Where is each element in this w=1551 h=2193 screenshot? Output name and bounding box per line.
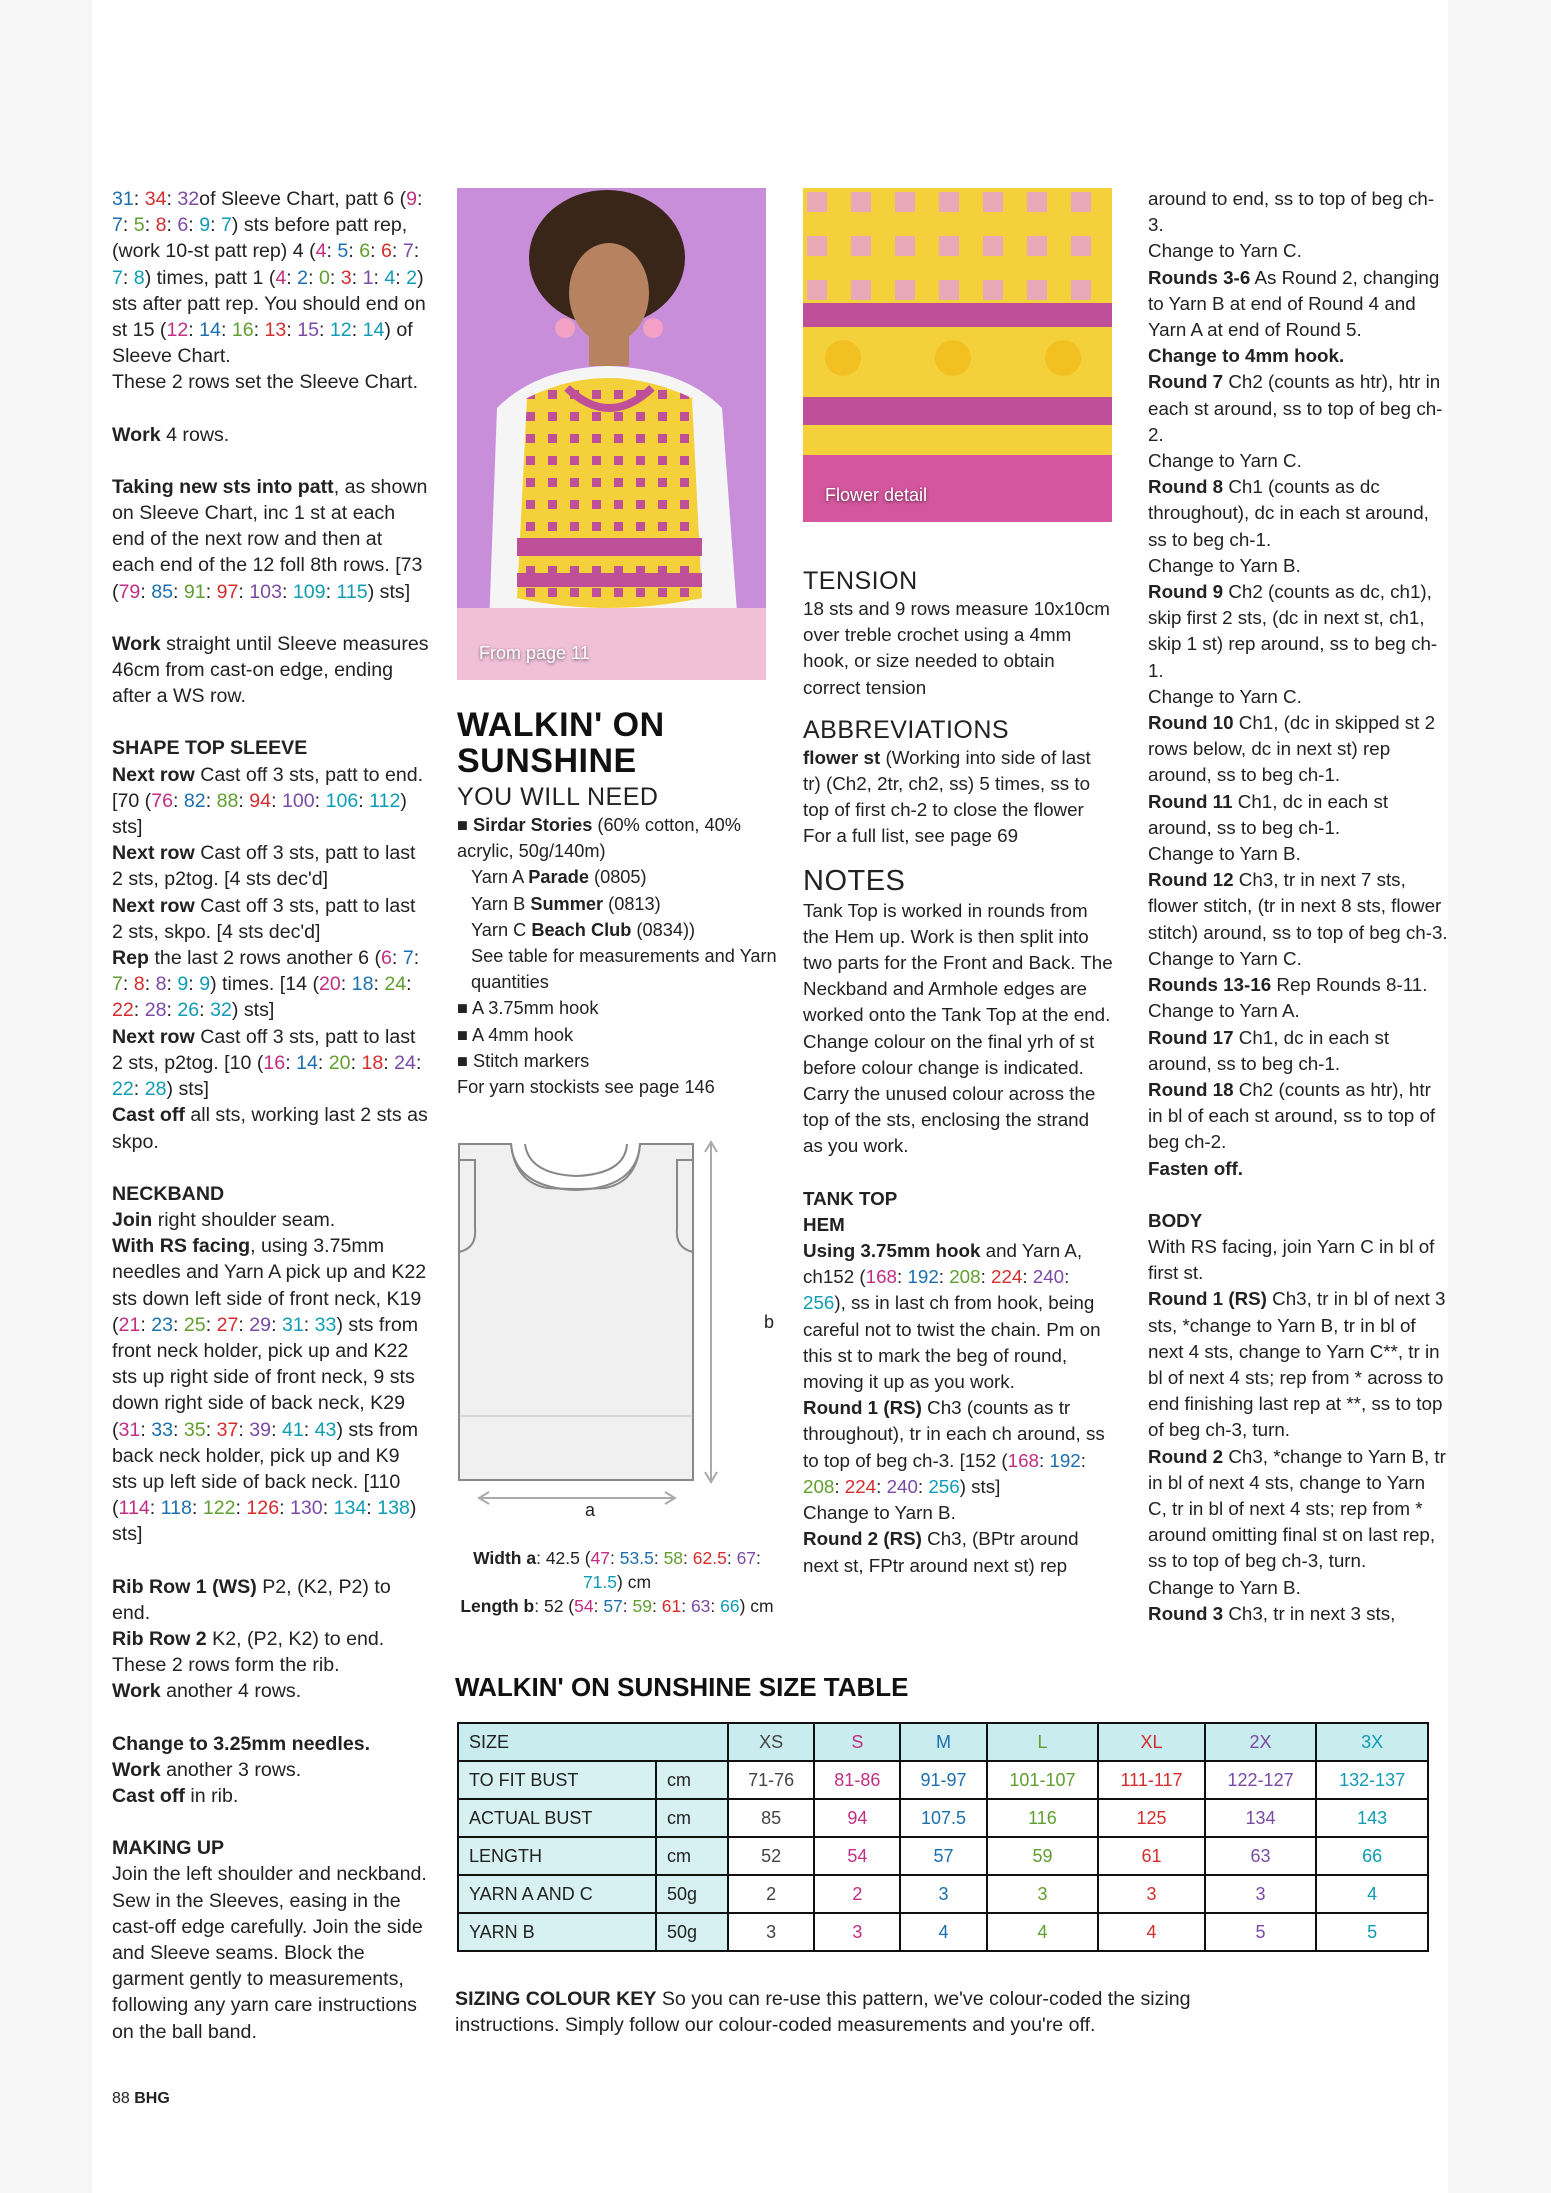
photo-caption-flower: Flower detail [825,485,928,505]
size-value: 71.5 [582,1572,618,1592]
size-header-3x: 3X [1316,1723,1428,1761]
cell-m: 107.5 [900,1799,986,1837]
rounds-13-16: Rounds 13-16 Rep Rounds 8-11. [1148,974,1428,996]
size-value: 192 [907,1266,939,1288]
diagram-measurements [457,1546,777,1618]
size-value: 9 [177,973,189,996]
size-value: 114 [118,1497,150,1520]
size-value: 100 [281,789,315,812]
size-value: 109 [292,580,326,603]
size-value: 224 [844,1475,877,1497]
full-list: For a full list, see page 69 [803,825,1019,847]
size-value: 27 [216,1313,239,1336]
cell-2x: 63 [1205,1837,1317,1875]
round-11-change: Change to Yarn B. [1148,843,1301,865]
fasten-off: Fasten off. [1148,1157,1243,1179]
sizing-colour-key: SIZING COLOUR KEY So you can re-use this pattern, we've colour-coded the sizing instructions. Simply follow our colour-coded measurements and you're off. [455,1988,1191,2036]
work-another: Work another 3 rows. [112,1758,302,1781]
size-value: 208 [803,1475,835,1497]
table-row [458,1799,1428,1837]
rounds-13-16-change: Change to Yarn A. [1148,1000,1300,1022]
size-value: 21 [118,1313,141,1336]
size-value: 14 [296,1051,318,1074]
size-value: 18 [351,973,374,996]
size-value: 192 [1049,1449,1081,1471]
next-row-4: Next row Cast off 3 sts, patt to last 2 sts, p2tog. [10 (16: 14: 20: 18: 24: 22: 28) sts] [112,1025,422,1101]
size-value: 6 [381,947,392,970]
hook-375: ■ A 3.75mm hook [457,998,599,1019]
cell-m: 57 [900,1837,986,1875]
size-value: 8 [155,973,167,996]
see-table: See table for measurements and Yarn quantities [471,946,777,993]
size-value: 5 [133,214,145,237]
diagram-label-a: a [585,1500,596,1520]
size-value: 22 [112,1078,134,1101]
size-value: 20 [328,1051,351,1074]
size-value: 29 [249,1313,272,1336]
notes-2: Change colour on the final yrh of st before colour change is indicated. Carry the unused colour across the top of the sts, enclosing the strand as you work. [803,1030,1096,1157]
size-value: 85 [151,580,174,603]
size-value: 5 [337,240,349,263]
size-value: 7 [112,973,123,996]
round-1: Round 1 (RS) Ch3 (counts as tr throughout), tr in each ch around, ss to top of beg ch-3. [152 (168: 192: 208: 224: 240: 256) sts] [803,1397,1105,1497]
cell-xl: 125 [1098,1799,1205,1837]
size-value: 12 [329,319,352,342]
cast-off-sleeve: Cast off all sts, working last 2 sts as skpo. [112,1104,428,1153]
width-a: Width a: 42.5 (47: 53.5: 58: 62.5: 67: 71.5) cm [473,1548,761,1592]
model-photo [457,188,766,680]
size-value: 14 [199,319,221,342]
size-value: 32 [177,188,200,210]
size-value: 31 [118,1418,141,1441]
row-label: TO FIT BUST [458,1761,656,1799]
size-value: 240 [886,1475,918,1497]
round-7-change: Change to Yarn C. [1148,450,1302,472]
yarn-c: Yarn C Beach Club (0834)) [471,919,696,940]
size-value: 63 [690,1596,711,1616]
cell-xl: 3 [1098,1875,1205,1913]
size-value: 138 [377,1497,410,1520]
stockists: For yarn stockists see page 146 [457,1077,715,1098]
cell-2x: 134 [1205,1799,1317,1837]
size-value: 13 [264,319,287,342]
next-row-2: Next row Cast off 3 sts, patt to last 2 sts, p2tog. [4 sts dec'd] [112,842,416,891]
cell-3x: 66 [1316,1837,1428,1875]
size-value: 57 [603,1596,623,1616]
size-value: 79 [118,580,141,603]
next-row-3: Next row Cast off 3 sts, patt to last 2 sts, skpo. [4 sts dec'd] [112,894,416,943]
tension-heading: TENSION [803,567,918,595]
making-up-text: Join the left shoulder and neckband. Sew in the Sleeves, easing in the cast-off edge carefully. Join the side and Sleeve seams. Block the garment gently to measurements, following any yarn care instructions on the ball band. [112,1863,427,2043]
magazine-name: BHG [134,2090,170,2107]
you-will-need [457,782,777,1100]
size-value: 32 [210,999,232,1022]
size-value: 118 [160,1497,192,1520]
size-value: 58 [663,1548,684,1568]
size-value: 28 [144,999,167,1022]
size-value: 24 [394,1051,416,1074]
cell-l: 59 [987,1837,1099,1875]
yarn-brand: ■ Sirdar Stories (60% cotton, 40% acrylic, 50g/140m) [457,815,741,862]
size-value: 97 [216,580,239,603]
row-label: YARN B [458,1913,656,1951]
size-value: 240 [1032,1266,1065,1288]
cell-2x: 122-127 [1205,1761,1317,1799]
garment-diagram [455,1128,775,1518]
shape-top-sleeve-heading: SHAPE TOP SLEEVE [112,737,308,760]
round-18: Round 18 Ch2 (counts as htr), htr in bl of each st around, ss to top of beg ch-2. [1148,1078,1436,1153]
round-7: Round 7 Ch2 (counts as htr), htr in each st around, ss to top of beg ch-2. [1148,371,1443,445]
size-value: 9 [406,188,418,210]
cell-s: 94 [814,1799,900,1837]
size-value: 4 [275,266,287,289]
table-row [458,1875,1428,1913]
size-value: 16 [263,1051,286,1074]
flower-detail-photo [803,188,1112,522]
rounds-3-6: Rounds 3-6 As Round 2, changing to Yarn B at end of Round 4 and Yarn A at end of Round 5. [1148,266,1440,341]
tank-top-heading: TANK TOP [803,1187,898,1209]
row-unit: 50g [656,1913,728,1951]
size-value: 6 [359,240,371,263]
page-footer [112,2090,170,2108]
size-value: 31 [281,1313,304,1336]
hook-4: ■ A 4mm hook [457,1024,574,1045]
size-value: 22 [112,999,134,1022]
page-number: 88 [112,2090,130,2107]
body-join: With RS facing, join Yarn C in bl of first st. [1148,1235,1435,1284]
cell-2x: 5 [1205,1913,1317,1951]
size-value: 61 [661,1596,682,1616]
size-value: 88 [216,789,239,812]
neckband-heading: NECKBAND [112,1182,225,1205]
rib-work: Work another 4 rows. [112,1680,302,1703]
size-value: 6 [177,214,189,237]
cell-m: 91-97 [900,1761,986,1799]
cell-s: 81-86 [814,1761,900,1799]
size-header-m: M [900,1723,986,1761]
abbreviations-heading: ABBREVIATIONS [803,715,1010,744]
round-9: Round 9 Ch2 (counts as dc, ch1), skip first 2 sts, (dc in next st, ch1, skip 1 st) rep around, ss to beg ch-1. [1148,581,1438,681]
size-value: 39 [249,1418,272,1441]
making-up-heading: MAKING UP [112,1837,225,1860]
flower-st: flower st (Working into side of last tr) (Ch2, 2tr, ch2, ss) 5 times, ss to top of first ch-2 to close the flower [803,746,1091,821]
page-margin-right [1448,0,1551,2193]
column-3 [803,566,1113,1579]
rib-row-1: Rib Row 1 (WS) P2, (K2, P2) to end. [112,1575,391,1624]
cell-xs: 3 [728,1913,814,1951]
size-value: 6 [381,240,392,263]
round-12-change: Change to Yarn C. [1148,947,1302,969]
pattern-title: WALKIN' ON SUNSHINE [457,706,665,780]
round-2-cont: around to end, ss to top of beg ch-3. [1148,188,1435,236]
size-value: 112 [369,789,401,812]
size-value: 8 [133,973,145,996]
change-needles: Change to 3.25mm needles. [112,1732,371,1755]
cell-3x: 5 [1316,1913,1428,1951]
cell-l: 4 [987,1913,1099,1951]
size-value: 7 [402,240,414,263]
size-value: 62.5 [692,1548,727,1568]
sleeve-chart-set: These 2 rows set the Sleeve Chart. [112,371,419,394]
row-label: ACTUAL BUST [458,1799,656,1837]
neckband-pickup: With RS facing, using 3.75mm needles and Yarn A pick up and K22 sts down left side of front neck, K19 (21: 23: 25: 27: 29: 31: 33) sts from front neck holder, pick up and K22 sts up right side of front neck, 9 sts down right side of back neck, K29 (31: 33: 35: 37: 39: 41: 43) sts from back neck holder, pick up and K9 sts up left side of back neck. [110 (114: 118: 122: 126: 130: 134: 138) sts] [112,1235,427,1546]
rep-rows: Rep the last 2 rows another 6 (6: 7: 7: 8: 8: 9: 9) times. [14 (20: 18: 24: 22: 28: 26: 32) sts] [112,947,420,1022]
body-round-2-change: Change to Yarn B. [1148,1576,1301,1598]
round-11: Round 11 Ch1, dc in each st around, ss to beg ch-1. [1148,790,1389,838]
size-value: 12 [166,319,189,342]
diagram-label-b: b [764,1312,775,1332]
size-value: 7 [220,214,232,237]
cell-3x: 143 [1316,1799,1428,1837]
model-illustration [457,188,766,680]
flower-detail-illustration [803,188,1112,522]
round-17: Round 17 Ch1, dc in each st around, ss to beg ch-1. [1148,1026,1390,1074]
cell-xs: 52 [728,1837,814,1875]
cell-xl: 111-117 [1098,1761,1205,1799]
change-yarn-c-1: Change to Yarn C. [1148,240,1302,262]
size-value: 224 [991,1266,1023,1288]
work-straight: Work straight until Sleeve measures 46cm from cast-on edge, ending after a WS row. [112,632,429,708]
cell-m: 3 [900,1875,986,1913]
cell-xs: 2 [728,1875,814,1913]
column-1 [112,186,430,2045]
photo-caption: From page 11 [479,643,590,663]
size-value: 15 [297,319,319,342]
size-value: 23 [151,1313,174,1336]
size-value: 76 [151,789,174,812]
size-value: 134 [333,1497,367,1520]
taking-new-sts: Taking new sts into patt, as shown on Sleeve Chart, inc 1 st at each end of the next row and then at each end of the 12 foll 8th rows. [73 (79: 85: 91: 97: 103: 109: 115) sts] [112,475,428,603]
cell-l: 101-107 [987,1761,1099,1799]
size-table-header [458,1723,1428,1761]
size-value: 168 [1007,1449,1039,1471]
size-value: 34 [144,188,167,210]
tension-text: 18 sts and 9 rows measure 10x10cm over treble crochet using a 4mm hook, or size needed to obtain correct tension [803,598,1110,698]
hem-heading: HEM [803,1213,845,1235]
size-header-label: SIZE [458,1723,728,1761]
size-value: 1 [362,266,374,289]
size-value: 33 [151,1418,174,1441]
size-value: 59 [632,1596,652,1616]
size-value: 18 [361,1051,384,1074]
size-value: 0 [318,266,330,289]
size-value: 20 [318,973,341,996]
join-shoulder: Join right shoulder seam. [112,1208,336,1231]
size-value: 126 [246,1497,280,1520]
row-label: YARN A AND C [458,1875,656,1913]
size-value: 7 [402,947,414,970]
cell-s: 54 [814,1837,900,1875]
body-round-1: Round 1 (RS) Ch3, tr in bl of next 3 sts, *change to Yarn B, tr in bl of next 4 sts, change to Yarn C**, tr in bl of next 4 sts; rep from * across to end finishing last rep at **, ss to top of beg ch-3, turn. [1148,1288,1446,1441]
size-value: 91 [183,580,206,603]
round-1-change: Change to Yarn B. [803,1502,956,1524]
size-value: 8 [155,214,167,237]
size-value: 24 [384,973,407,996]
size-value: 256 [803,1292,835,1314]
cell-xl: 61 [1098,1837,1205,1875]
you-will-need-heading: YOU WILL NEED [457,783,659,811]
row-unit: cm [656,1837,728,1875]
size-header-2x: 2X [1205,1723,1317,1761]
table-row [458,1837,1428,1875]
cell-xs: 71-76 [728,1761,814,1799]
yarn-b: Yarn B Summer (0813) [471,893,661,914]
size-value: 66 [720,1596,740,1616]
size-value: 43 [314,1418,337,1441]
size-value: 16 [231,319,254,342]
size-value: 14 [362,319,385,342]
work-rows: Work 4 rows. [112,423,230,446]
size-table-title: WALKIN' ON SUNSHINE SIZE TABLE [455,1672,909,1702]
next-row-1: Next row Cast off 3 sts, patt to end. [70 (76: 82: 88: 94: 100: 106: 112) sts] [112,763,424,839]
cell-l: 3 [987,1875,1099,1913]
size-value: 94 [249,789,272,812]
size-value: 9 [199,973,211,996]
cell-3x: 4 [1316,1875,1428,1913]
round-8: Round 8 Ch1 (counts as dc throughout), dc in each st around, ss to beg ch-1. [1148,476,1429,550]
round-12: Round 12 Ch3, tr in next 7 sts, flower stitch, (tr in next 8 sts, flower stitch) around, ss to top of beg ch-3. [1148,869,1448,943]
size-value: 122 [202,1497,236,1520]
size-value: 3 [340,266,352,289]
row-unit: 50g [656,1875,728,1913]
size-value: 41 [281,1418,304,1441]
cell-l: 116 [987,1799,1099,1837]
size-value: 31 [112,188,134,210]
size-value: 115 [336,580,368,603]
yarn-a: Yarn A Parade (0805) [471,867,647,888]
size-value: 33 [314,1313,337,1336]
size-header-s: S [814,1723,900,1761]
change-4mm: Change to 4mm hook. [1148,345,1345,367]
size-value: 256 [928,1475,960,1497]
row-unit: cm [656,1799,728,1837]
rib-form: These 2 rows form the rib. [112,1654,340,1677]
size-value: 4 [315,240,327,263]
rib-row-2: Rib Row 2 K2, (P2, K2) to end. [112,1627,385,1650]
size-value: 208 [949,1266,981,1288]
stitch-markers: ■ Stitch markers [457,1050,590,1071]
size-value: 168 [865,1266,897,1288]
size-value: 53.5 [619,1548,654,1568]
size-table [457,1722,1429,1952]
sleeve-chart-para: 31: 34: 32of Sleeve Chart, patt 6 (9: 7: 5: 8: 6: 9: 7) sts before patt rep, (work 10-st patt rep) 4 (4: 5: 6: 6: 7: 7: 8) times, patt 1 (4: 2: 0: 3: 1: 4: 2) sts after patt rep. You should end on st 15 (12: 14: 16: 13: 15: 12: 14) of Sleeve Chart. [112,188,426,368]
length-b: Length b: 52 (54: 57: 59: 61: 63: 66) cm [460,1596,774,1616]
size-value: 4 [384,266,396,289]
round-10: Round 10 Ch1, (dc in skipped st 2 rows below, dc in next st) rep around, ss to beg ch-1. [1148,712,1436,786]
size-value: 9 [199,214,211,237]
size-header-l: L [987,1723,1099,1761]
size-value: 103 [249,580,282,603]
size-value: 7 [112,214,123,237]
notes-1: Tank Top is worked in rounds from the Hem up. Work is then split into two parts for the Front and Back. The Neckband and Armhole edges are worked onto the Tank Top at the end. [803,899,1113,1026]
size-value: 7 [112,266,123,289]
size-header-xs: XS [728,1723,814,1761]
column-4 [1148,186,1448,1627]
size-value: 26 [177,999,200,1022]
page-margin-left [0,0,92,2193]
round-2: Round 2 (RS) Ch3, (BPtr around next st, FPtr around next st) rep [803,1528,1079,1576]
size-value: 54 [574,1596,594,1616]
size-value: 37 [216,1418,239,1441]
size-value: 35 [183,1418,206,1441]
cell-xl: 4 [1098,1913,1205,1951]
row-label: LENGTH [458,1837,656,1875]
size-value: 67 [736,1548,757,1568]
cell-m: 4 [900,1913,986,1951]
notes-heading: NOTES [803,864,906,897]
round-8-change: Change to Yarn B. [1148,554,1301,576]
body-round-2: Round 2 Ch3, *change to Yarn B, tr in bl of next 4 sts, change to Yarn C, tr in bl of next 4 sts; rep from * around omitting final st on last rep, ss to top of beg ch-3, turn. [1148,1445,1446,1572]
cell-2x: 3 [1205,1875,1317,1913]
size-header-xl: XL [1098,1723,1205,1761]
size-value: 82 [183,789,206,812]
table-row [458,1761,1428,1799]
row-unit: cm [656,1761,728,1799]
size-value: 8 [133,266,145,289]
body-heading: BODY [1148,1209,1203,1231]
cast-off-rib: Cast off in rib. [112,1784,239,1807]
hem-text: Using 3.75mm hook and Yarn A, ch152 (168: 192: 208: 224: 240: 256), ss in last ch from hook, being careful not to twist the chain. Pm on this st to mark the beg of round, moving it up as you work. [803,1240,1101,1393]
body-round-3: Round 3 Ch3, tr in next 3 sts, [1148,1602,1396,1624]
cell-xs: 85 [728,1799,814,1837]
size-value: 47 [590,1548,611,1568]
size-value: 2 [297,266,309,289]
table-row [458,1913,1428,1951]
size-value: 106 [325,789,359,812]
cell-3x: 132-137 [1316,1761,1428,1799]
size-value: 130 [290,1497,323,1520]
size-value: 2 [406,266,418,289]
round-9-change: Change to Yarn C. [1148,685,1302,707]
cell-s: 2 [814,1875,900,1913]
cell-s: 3 [814,1913,900,1951]
size-value: 28 [144,1078,167,1101]
size-value: 25 [183,1313,206,1336]
